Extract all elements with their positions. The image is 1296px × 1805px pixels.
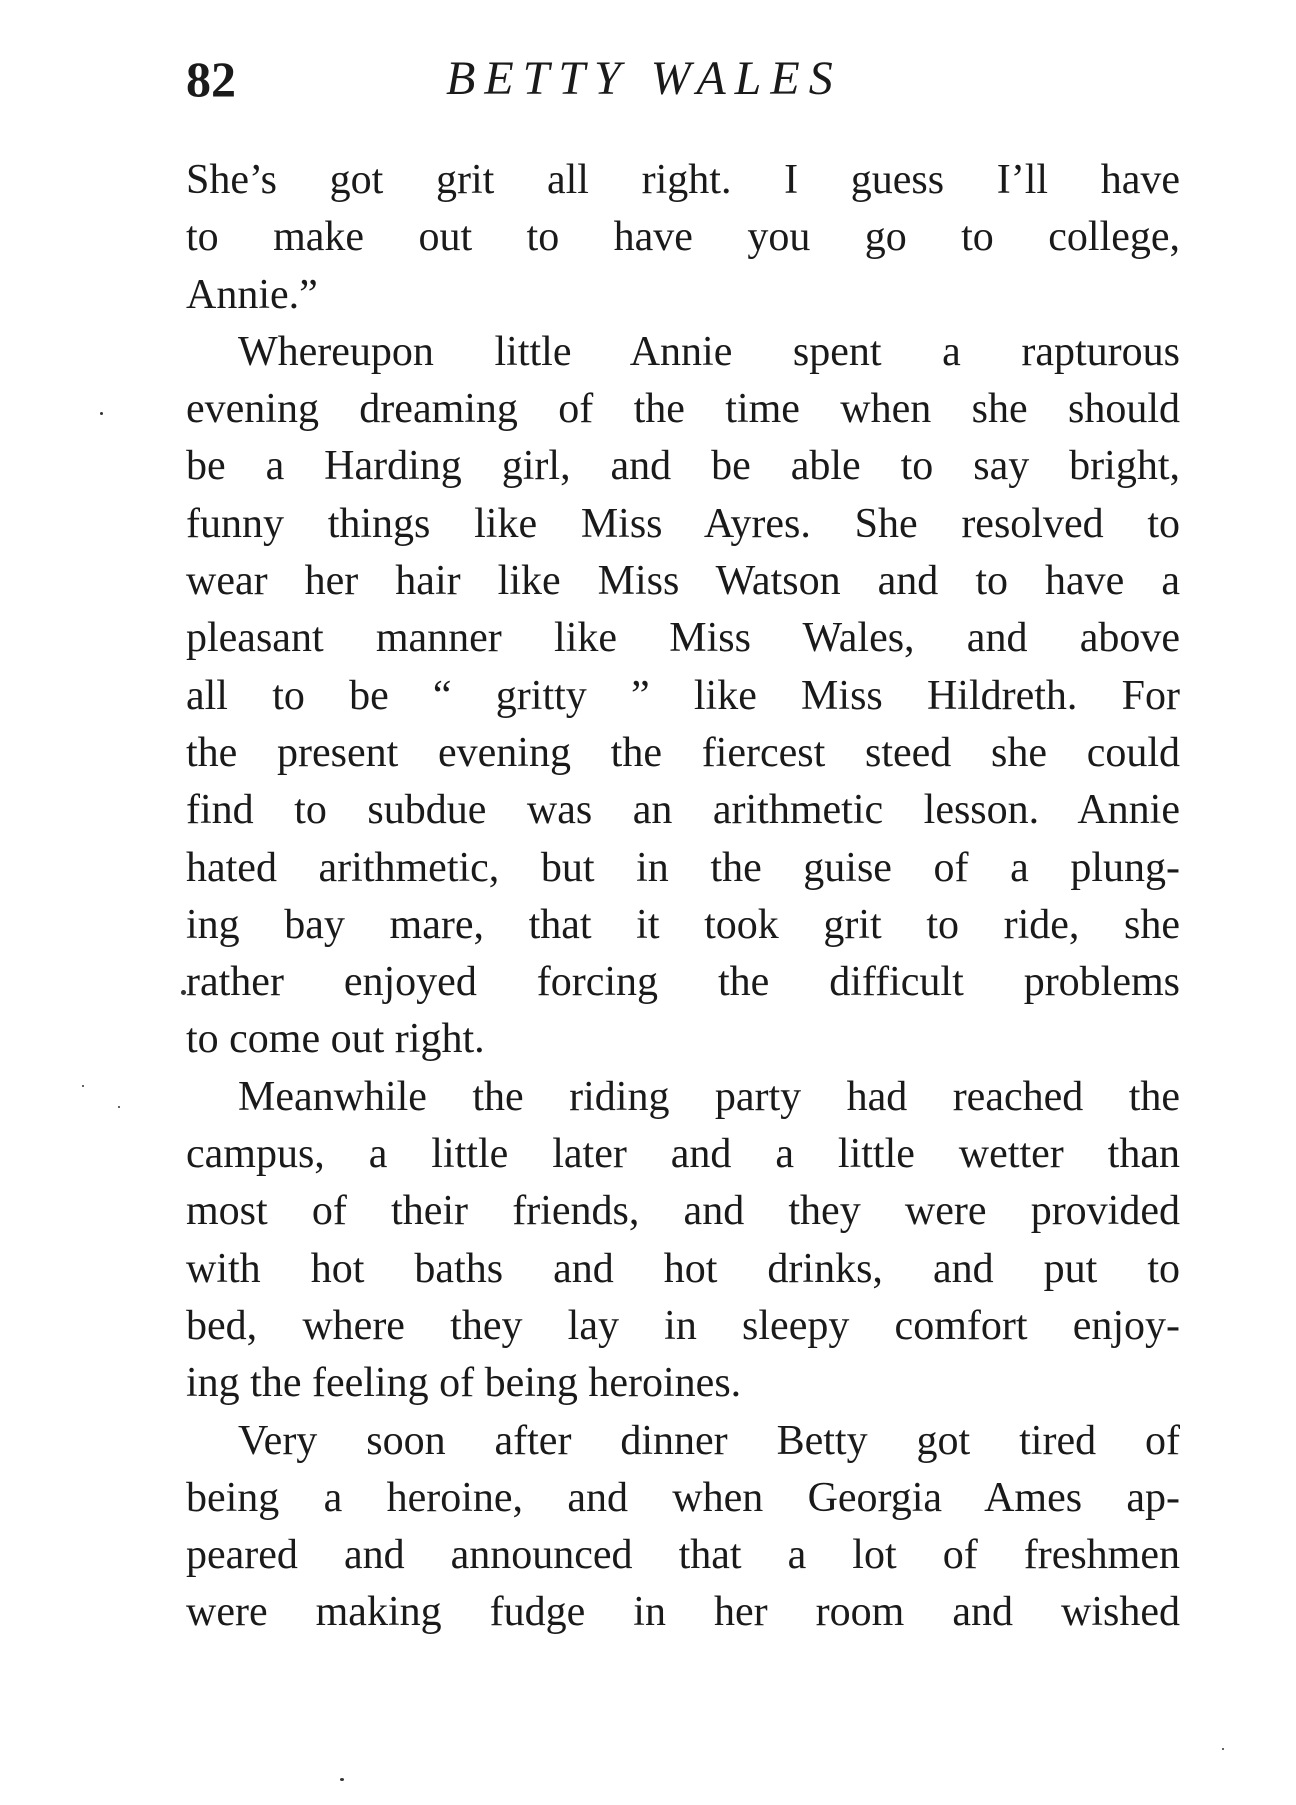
text-line: with hot baths and hot drinks, and put to [186, 1245, 1180, 1292]
text-line: all to be “ gritty ” like Miss Hildreth. For [186, 672, 1180, 719]
text-line: be a Harding girl, and be able to say bright, [186, 443, 1180, 490]
text-line: evening dreaming of the time when she should [186, 386, 1180, 433]
text-line: to come out right. [186, 1016, 485, 1063]
print-speck [100, 412, 103, 415]
text-line: peared and announced that a lot of freshmen [186, 1532, 1180, 1579]
text-line: were making fudge in her room and wished [186, 1589, 1180, 1636]
text-line: pleasant manner like Miss Wales, and above [186, 615, 1180, 662]
text-line: Meanwhile the riding party had reached the [238, 1073, 1180, 1120]
text-line: the present evening the fiercest steed she could [186, 729, 1180, 776]
body-text [186, 152, 1180, 1642]
text-line: Very soon after dinner Betty got tired of [238, 1417, 1180, 1464]
paragraph [186, 324, 1180, 1069]
text-line: ing bay mare, that it took grit to ride, she [186, 901, 1180, 948]
text-line: to make out to have you go to college, [186, 214, 1180, 261]
print-speck [118, 1106, 120, 1108]
text-line: Whereupon little Annie spent a rapturous [238, 328, 1180, 375]
print-speck [1222, 1748, 1224, 1750]
page-number: 82 [186, 51, 236, 107]
print-speck [181, 990, 186, 995]
text-line: bed, where they lay in sleepy comfort enjoy- [186, 1302, 1180, 1349]
text-line: ing the feeling of being heroines. [186, 1360, 742, 1407]
paragraph [186, 1069, 1180, 1413]
text-line: hated arithmetic, but in the guise of a plung- [186, 844, 1180, 891]
text-line: Annie.” [186, 271, 318, 318]
text-line: campus, a little later and a little wetter than [186, 1131, 1180, 1178]
text-line: rather enjoyed forcing the difficult problems [186, 959, 1180, 1006]
print-speck [340, 1778, 344, 1781]
running-title: BETTY WALES [446, 52, 842, 105]
text-line: wear her hair like Miss Watson and to have a [186, 558, 1180, 605]
paragraph [186, 1413, 1180, 1642]
text-line: She’s got grit all right. I guess I’ll have [186, 157, 1180, 203]
text-line: funny things like Miss Ayres. She resolved to [186, 500, 1180, 547]
running-head [186, 44, 1180, 114]
text-line: most of their friends, and they were provided [186, 1188, 1180, 1235]
print-speck [82, 1085, 84, 1087]
text-line: find to subdue was an arithmetic lesson. Annie [186, 787, 1180, 834]
text-line: being a heroine, and when Georgia Ames ap- [186, 1474, 1180, 1521]
paragraph [186, 152, 1180, 324]
